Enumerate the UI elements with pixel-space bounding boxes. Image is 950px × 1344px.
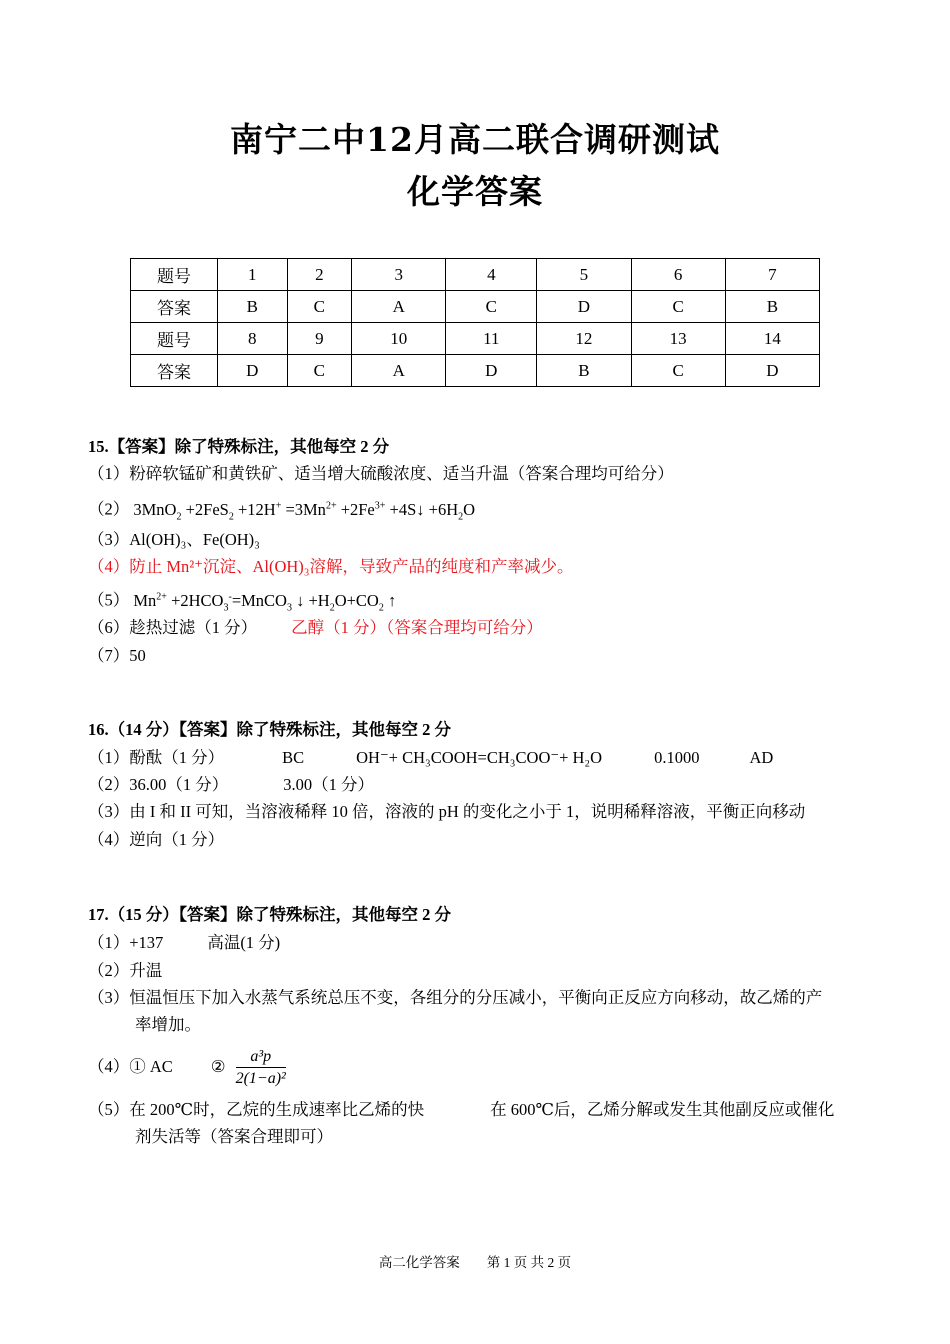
row-label: 答案 (131, 291, 218, 323)
table-cell: 9 (287, 323, 352, 355)
q15-answer-6-red: 乙醇（1 分）（答案合理均可给分） (291, 618, 543, 637)
q15-equation-5: $Mn^{2+}$ $+2HCO_3^-=MnCO_3$ ↓ $+H_2O+CO_2$ ↑ (133, 590, 397, 613)
q15-equation-2: $3MnO_2 +2FeS_2 +12H^+ =3Mn^{2+} +2Fe^{3+}$ +4S↓ $+6H_2O$ (133, 499, 476, 522)
table-cell: 13 (631, 323, 725, 355)
table-cell: C (287, 291, 352, 323)
table-cell: C (631, 291, 725, 323)
q17-answer-5-b: 在 600℃后，乙烯分解或发生其他副反应或催化 (490, 1100, 835, 1119)
table-cell: 2 (287, 259, 352, 291)
q15-answer-7: （7）50 (88, 646, 146, 665)
q17-answer-3-cont: 率增加。 (135, 1015, 201, 1034)
q17-answer-5-text: （5）在 200℃时，乙烷的生成速率比乙烯的快 (88, 1100, 425, 1119)
fraction-denominator: 2(1−a)² (235, 1069, 286, 1087)
table-cell: 6 (631, 259, 725, 291)
q15-answer-4: （4）防止 Mn²⁺沉淀、Al(OH)₃溶解，导致产品的纯度和产率减少。 (88, 557, 574, 576)
q17-answer-4-b: ② (210, 1057, 226, 1076)
q15-answer-5 (88, 586, 396, 619)
q16-answer-2-b: 3.00（1 分） (283, 775, 374, 794)
table-row (131, 291, 820, 323)
table-cell: D (725, 355, 819, 387)
q17-answer-1 (88, 932, 280, 954)
table-cell: B (537, 355, 631, 387)
page-subtitle: 化学答案 (407, 172, 543, 211)
table-cell: 10 (352, 323, 446, 355)
table-cell: D (218, 355, 288, 387)
table-cell: A (352, 355, 446, 387)
table-cell: C (287, 355, 352, 387)
table-cell: C (446, 291, 537, 323)
q16-answer-1 (88, 747, 773, 769)
table-cell: 3 (352, 259, 446, 291)
table-cell: 8 (218, 323, 288, 355)
table-cell: 7 (725, 259, 819, 291)
q17-fraction (236, 1047, 286, 1090)
table-cell: 1 (218, 259, 288, 291)
q15-answer-5-label: （5） (88, 590, 130, 610)
table-cell: A (352, 291, 446, 323)
q17-answer-5 (88, 1099, 834, 1121)
table-cell: C (631, 355, 725, 387)
q15-answer-6-text: （6）趁热过滤（1 分） (88, 618, 258, 637)
table-cell: 14 (725, 323, 819, 355)
q17-answer-5-cont: 剂失活等（答案合理即可） (135, 1127, 333, 1146)
q16-answer-1-c: OH⁻+ CH₃COOH=CH₃COO⁻+ H₂O (356, 748, 603, 767)
q16-heading: 16.（14 分）【答案】除了特殊标注，其他每空 2 分 (88, 720, 451, 739)
q16-answer-2-text: （2）36.00（1 分） (88, 775, 229, 794)
q16-answer-1-b: BC (282, 748, 305, 767)
q15-answer-2-label: （2） (88, 499, 130, 519)
table-cell: 4 (446, 259, 537, 291)
q17-answer-1-b: 高温(1 分) (207, 933, 281, 952)
q17-answer-4 (88, 1044, 286, 1090)
q16-answer-1-e: AD (749, 748, 774, 767)
row-label: 题号 (131, 323, 218, 355)
q15-answer-3: （3）Al(OH)₃、Fe(OH)₃ (88, 530, 260, 549)
row-label: 题号 (131, 259, 218, 291)
q17-heading: 17.（15 分）【答案】除了特殊标注，其他每空 2 分 (88, 905, 451, 924)
table-cell: D (446, 355, 537, 387)
table-cell: 12 (537, 323, 631, 355)
table-cell: B (218, 291, 288, 323)
q15-heading: 15.【答案】除了特殊标注，其他每空 2 分 (88, 437, 390, 456)
row-label: 答案 (131, 355, 218, 387)
q15-answer-6 (88, 617, 543, 639)
answer-table (130, 258, 820, 387)
q16-answer-3: （3）由 I 和 II 可知，当溶液稀释 10 倍，溶液的 pH 的变化之小于 1，说明稀释溶液，平衡正向移动 (88, 802, 806, 821)
q16-answer-1-text: （1）酚酞（1 分） (88, 748, 225, 767)
page-title: 南宁二中12月高二联合调研测试 (230, 120, 720, 159)
table-row (131, 323, 820, 355)
table-row (131, 259, 820, 291)
table-cell: D (537, 291, 631, 323)
q17-answer-2: （2）升温 (88, 961, 163, 980)
q15-answer-1: （1）粉碎软锰矿和黄铁矿、适当增大硫酸浓度、适当升温（答案合理均可给分） (88, 464, 674, 483)
fraction-numerator: a³p (236, 1047, 286, 1068)
q15-answer-2 (88, 495, 475, 528)
q17-answer-1-text: （1）+137 (88, 933, 164, 952)
table-cell: B (725, 291, 819, 323)
q16-answer-4: （4）逆向（1 分） (88, 830, 225, 849)
page-footer: 高二化学答案 第 1 页 共 2 页 (378, 1255, 572, 1270)
q16-answer-2 (88, 774, 374, 796)
q17-answer-3: （3）恒温恒压下加入水蒸气系统总压不变，各组分的分压减小，平衡向正反应方向移动，故乙烯的产 (88, 988, 823, 1007)
table-cell: 11 (446, 323, 537, 355)
q16-answer-1-d: 0.1000 (654, 748, 700, 767)
table-cell: 5 (537, 259, 631, 291)
q17-answer-4-text: （4）① AC (88, 1057, 173, 1076)
table-row (131, 355, 820, 387)
